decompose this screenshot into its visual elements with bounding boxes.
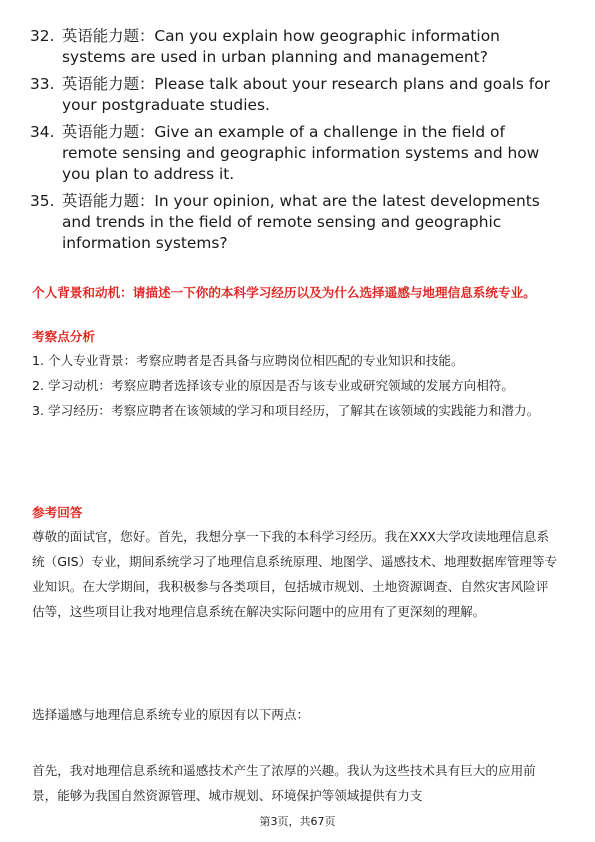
- answer-continued: [32, 702, 560, 727]
- question-text: Can you explain how geographic information systems are used in urban planning and management?: [62, 27, 500, 66]
- question-item: [30, 74, 560, 116]
- analysis-point: 1. 个人专业背景：考察应聘者是否具备与应聘岗位相匹配的专业知识和技能。: [32, 353, 464, 368]
- analysis-point: 3. 学习经历：考察应聘者在该领域的学习和项目经历，了解其在该领域的实践能力和潜力。: [32, 403, 540, 418]
- question-number: 32.: [30, 27, 55, 45]
- question-label: 英语能力题：: [62, 27, 155, 45]
- analysis-point: 2. 学习动机：考察应聘者选择该专业的原因是否与该专业或研究领域的发展方向相符。: [32, 378, 514, 393]
- answer-title: 参考回答: [32, 505, 83, 520]
- answer-section: [32, 502, 560, 624]
- page-footer: 第3页，共67页: [259, 815, 336, 828]
- answer-continued-2: [32, 758, 560, 808]
- question-item: [30, 26, 560, 68]
- question-label: 英语能力题：: [62, 75, 155, 93]
- question-number: 34.: [30, 123, 55, 141]
- question-text: Give an example of a challenge in the field of remote sensing and geographic information systems and how you plan to address it.: [62, 123, 540, 183]
- question-number: 33.: [30, 75, 55, 93]
- background-question: 个人背景和动机：请描述一下你的本科学习经历以及为什么选择遥感与地理信息系统专业。: [32, 285, 536, 300]
- analysis-title: 考察点分析: [32, 329, 95, 344]
- question-text: Please talk about your research plans and goals for your postgraduate studies.: [62, 75, 550, 114]
- question-list: [30, 26, 560, 260]
- question-number: 35.: [30, 192, 55, 210]
- answer-paragraph: 选择遥感与地理信息系统专业的原因有以下两点：: [32, 707, 310, 722]
- question-item: [30, 122, 560, 185]
- analysis-section: [32, 326, 560, 423]
- question-label: 英语能力题：: [62, 192, 155, 210]
- question-text: In your opinion, what are the latest developments and trends in the field of remote sensing and geographic information systems?: [62, 192, 540, 252]
- answer-paragraph: 首先，我对地理信息系统和遥感技术产生了浓厚的兴趣。我认为这些技术具有巨大的应用前景，能够为我国自然资源管理、城市规划、环境保护等领域提供有力支: [32, 763, 536, 803]
- background-question-section: [32, 282, 560, 303]
- question-label: 英语能力题：: [62, 123, 155, 141]
- answer-paragraph: 尊敬的面试官，您好。首先，我想分享一下我的本科学习经历。我在XXX大学攻读地理信息系统（GIS）专业，期间系统学习了地理信息系统原理、地图学、遥感技术、地理数据库管理等专业知识。在大学期间，我积极参与各类项目，包括城市规划、土地资源调查、自然灾害风险评估等，这些项目让我对地理信息系统在解决实际问题中的应用有了更深刻的理解。: [32, 529, 558, 619]
- question-item: [30, 191, 560, 254]
